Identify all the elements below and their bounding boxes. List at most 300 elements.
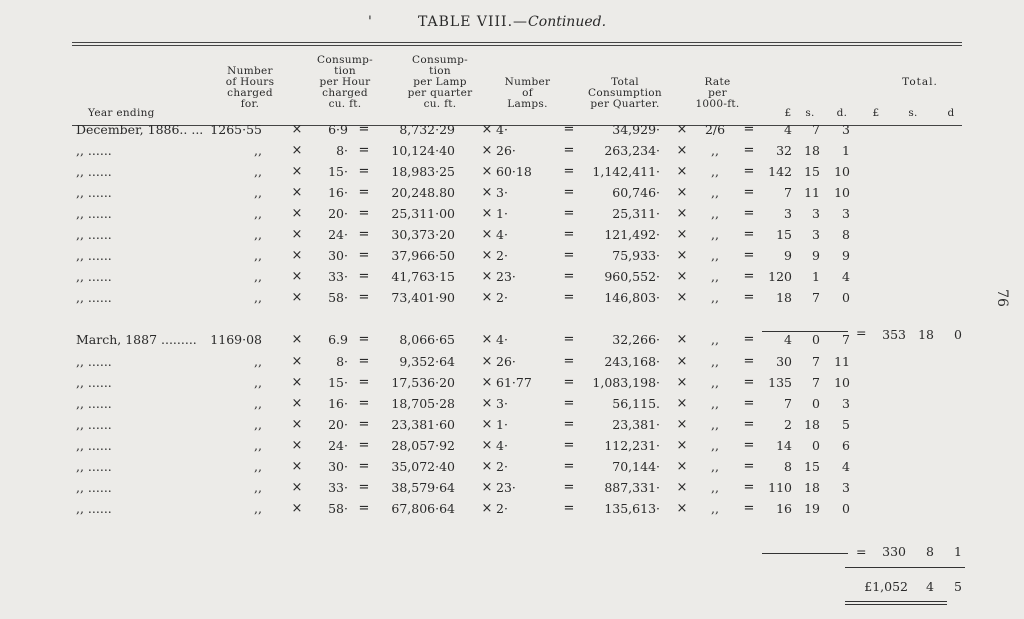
cell-d: 7 xyxy=(842,332,850,347)
times-sign: × xyxy=(481,480,493,495)
cell-s: 0 xyxy=(812,332,820,347)
times-sign: × xyxy=(291,459,303,474)
table-row xyxy=(0,143,1024,163)
equals-sign: = xyxy=(358,122,370,137)
subtotal-2-pounds: 330 xyxy=(882,544,906,559)
cell-d: 5 xyxy=(842,417,850,432)
times-sign: × xyxy=(481,164,493,179)
cell-per_hour: 33· xyxy=(328,480,348,495)
equals-sign: = xyxy=(358,375,370,390)
cell-year: ,, ...... xyxy=(76,185,112,200)
cell-per_hour: 6·9 xyxy=(328,122,348,137)
times-sign: × xyxy=(291,143,303,158)
times-sign: × xyxy=(676,227,688,242)
cell-rate: ,, xyxy=(711,227,719,242)
cell-year: ,, ...... xyxy=(76,269,112,284)
cell-hours: ,, xyxy=(254,417,262,432)
header-rule-top xyxy=(72,42,962,43)
cell-year: ,, ...... xyxy=(76,501,112,516)
times-sign: × xyxy=(481,501,493,516)
cell-per_hour: 30· xyxy=(328,459,348,474)
cell-l: 2 xyxy=(784,417,792,432)
cell-l: 7 xyxy=(784,396,792,411)
equals-sign: = xyxy=(563,206,575,221)
equals-sign: = xyxy=(743,501,755,516)
times-sign: × xyxy=(291,206,303,221)
times-sign: × xyxy=(676,143,688,158)
cell-rate: ,, xyxy=(711,290,719,305)
cell-rate: 2/6 xyxy=(704,122,726,137)
cell-year: ,, ...... xyxy=(76,206,112,221)
times-sign: × xyxy=(676,122,688,137)
cell-rate: ,, xyxy=(711,248,719,263)
header-year: Year ending xyxy=(88,107,155,119)
table-row xyxy=(0,122,1024,142)
equals-sign: = xyxy=(743,248,755,263)
equals-sign: = xyxy=(563,185,575,200)
cell-per_hour: 8· xyxy=(336,354,348,369)
equals-sign: = xyxy=(743,354,755,369)
equals-sign: = xyxy=(563,269,575,284)
equals-sign: = xyxy=(563,248,575,263)
cell-d: 3 xyxy=(842,480,850,495)
cell-d: 8 xyxy=(842,227,850,242)
cell-total: 60,746· xyxy=(612,185,660,200)
times-sign: × xyxy=(291,164,303,179)
equals-sign: = xyxy=(563,164,575,179)
cell-d: 0 xyxy=(842,290,850,305)
cell-s: 19 xyxy=(804,501,820,516)
cell-per_hour: 15· xyxy=(328,164,348,179)
cell-per_lamp: 9,352·64 xyxy=(399,354,455,369)
cell-rate: ,, xyxy=(711,396,719,411)
cell-lamps: 2· xyxy=(496,290,508,305)
header-pounds: £ xyxy=(784,107,792,119)
cell-s: 18 xyxy=(804,417,820,432)
cell-rate: ,, xyxy=(711,375,719,390)
cell-l: 8 xyxy=(784,459,792,474)
table-row xyxy=(0,396,1024,416)
equals-sign: = xyxy=(563,480,575,495)
cell-per_hour: 20· xyxy=(328,206,348,221)
cell-hours: ,, xyxy=(254,269,262,284)
cell-lamps: 3· xyxy=(496,396,508,411)
times-sign: × xyxy=(291,290,303,305)
equals-sign: = xyxy=(743,375,755,390)
cell-s: 0 xyxy=(812,396,820,411)
equals-sign: = xyxy=(743,164,755,179)
times-sign: × xyxy=(481,396,493,411)
grand-total-pence: 5 xyxy=(954,579,962,594)
equals-sign: = xyxy=(358,332,370,347)
equals-sign: = xyxy=(563,438,575,453)
times-sign: × xyxy=(676,269,688,284)
times-sign: × xyxy=(676,375,688,390)
cell-per_hour: 15· xyxy=(328,375,348,390)
cell-hours: ,, xyxy=(254,206,262,221)
cell-per_lamp: 38,579·64 xyxy=(391,480,455,495)
cell-per_hour: 30· xyxy=(328,248,348,263)
equals-sign: = xyxy=(743,206,755,221)
equals-sign: = xyxy=(563,290,575,305)
cell-l: 135 xyxy=(768,375,792,390)
header-total-pounds: £ xyxy=(872,107,880,119)
cell-total: 121,492· xyxy=(604,227,660,242)
header-per-lamp: Consump- tion per Lamp per quarter cu. ft. xyxy=(407,54,473,110)
cell-s: 18 xyxy=(804,143,820,158)
times-sign: × xyxy=(676,354,688,369)
table-row xyxy=(0,164,1024,184)
table-row xyxy=(0,354,1024,374)
times-sign: × xyxy=(481,185,493,200)
times-sign: × xyxy=(676,396,688,411)
cell-lamps: 26· xyxy=(496,143,516,158)
equals-sign: = xyxy=(563,459,575,474)
cell-hours: ,, xyxy=(254,248,262,263)
cell-s: 3 xyxy=(812,206,820,221)
cell-d: 4 xyxy=(842,459,850,474)
cell-s: 7 xyxy=(812,122,820,137)
cell-rate: ,, xyxy=(711,269,719,284)
times-sign: × xyxy=(481,375,493,390)
table-row xyxy=(0,185,1024,205)
cell-per_lamp: 25,311·00 xyxy=(391,206,455,221)
cell-year: ,, ...... xyxy=(76,438,112,453)
subtotal-rule-1 xyxy=(762,331,848,332)
equals-sign: = xyxy=(358,248,370,263)
cell-hours: 1169·08 xyxy=(210,332,262,347)
equals-sign: = xyxy=(743,396,755,411)
header-pence: d. xyxy=(836,107,848,119)
times-sign: × xyxy=(481,248,493,263)
header-total: Total. xyxy=(902,76,938,88)
equals-sign: = xyxy=(563,354,575,369)
cell-per_lamp: 17,536·20 xyxy=(391,375,455,390)
cell-d: 6 xyxy=(842,438,850,453)
equals-sign: = xyxy=(563,417,575,432)
cell-lamps: 23· xyxy=(496,269,516,284)
cell-hours: ,, xyxy=(254,290,262,305)
times-sign: × xyxy=(481,438,493,453)
cell-per_hour: 6.9 xyxy=(328,332,348,347)
cell-per_lamp: 8,066·65 xyxy=(399,332,455,347)
cell-year: ,, ...... xyxy=(76,248,112,263)
cell-per_lamp: 23,381·60 xyxy=(391,417,455,432)
cell-per_lamp: 37,966·50 xyxy=(391,248,455,263)
times-sign: × xyxy=(676,480,688,495)
cell-hours: ,, xyxy=(254,459,262,474)
cell-rate: ,, xyxy=(711,354,719,369)
equals-sign: = xyxy=(743,459,755,474)
equals-sign: = xyxy=(563,332,575,347)
cell-per_lamp: 18,983·25 xyxy=(391,164,455,179)
header-lamps: Number of Lamps. xyxy=(504,76,551,110)
cell-l: 4 xyxy=(784,122,792,137)
cell-d: 11 xyxy=(834,354,850,369)
cell-total: 1,142,411· xyxy=(592,164,660,179)
cell-hours: ,, xyxy=(254,375,262,390)
times-sign: × xyxy=(676,459,688,474)
equals-sign: = xyxy=(743,227,755,242)
times-sign: × xyxy=(481,332,493,347)
cell-year: ,, ...... xyxy=(76,290,112,305)
cell-hours: ,, xyxy=(254,396,262,411)
cell-l: 120 xyxy=(768,269,792,284)
cell-lamps: 1· xyxy=(496,206,508,221)
cell-per_hour: 33· xyxy=(328,269,348,284)
cell-rate: ,, xyxy=(711,501,719,516)
cell-per_lamp: 10,124·40 xyxy=(391,143,455,158)
cell-total: 243,168· xyxy=(604,354,660,369)
times-sign: × xyxy=(676,248,688,263)
cell-hours: ,, xyxy=(254,143,262,158)
cell-rate: ,, xyxy=(711,480,719,495)
equals-sign: = xyxy=(358,354,370,369)
cell-year: ,, ...... xyxy=(76,164,112,179)
equals-sign: = xyxy=(563,122,575,137)
title-mark: ' xyxy=(368,14,373,30)
cell-total: 146,803· xyxy=(604,290,660,305)
cell-l: 14 xyxy=(776,438,792,453)
equals-sign: = xyxy=(743,185,755,200)
subtotal-1-pounds: 353 xyxy=(882,327,906,342)
cell-year: ,, ...... xyxy=(76,227,112,242)
equals-sign: = xyxy=(743,417,755,432)
cell-s: 15 xyxy=(804,459,820,474)
subtotal-2-pence: 1 xyxy=(954,544,962,559)
times-sign: × xyxy=(291,332,303,347)
cell-s: 7 xyxy=(812,290,820,305)
cell-per_lamp: 67,806·64 xyxy=(391,501,455,516)
cell-rate: ,, xyxy=(711,185,719,200)
times-sign: × xyxy=(291,438,303,453)
cell-d: 1 xyxy=(842,143,850,158)
times-sign: × xyxy=(291,227,303,242)
header-total-pence: d xyxy=(947,107,955,119)
table-row xyxy=(0,438,1024,458)
cell-lamps: 60·18 xyxy=(496,164,532,179)
times-sign: × xyxy=(481,417,493,432)
cell-per_lamp: 73,401·90 xyxy=(391,290,455,305)
cell-year: March, 1887 ......... xyxy=(76,332,197,347)
cell-year: December, 1886.. ... xyxy=(76,122,204,137)
equals-sign: = xyxy=(358,290,370,305)
times-sign: × xyxy=(291,480,303,495)
cell-lamps: 2· xyxy=(496,501,508,516)
equals-sign: = xyxy=(358,480,370,495)
cell-year: ,, ...... xyxy=(76,354,112,369)
cell-lamps: 1· xyxy=(496,417,508,432)
cell-year: ,, ...... xyxy=(76,396,112,411)
subtotal-2-shillings: 8 xyxy=(926,544,934,559)
times-sign: × xyxy=(676,206,688,221)
equals-sign: = xyxy=(358,501,370,516)
cell-s: 3 xyxy=(812,227,820,242)
cell-hours: ,, xyxy=(254,227,262,242)
equals-sign: = xyxy=(358,227,370,242)
times-sign: × xyxy=(676,417,688,432)
equals-sign: = xyxy=(563,227,575,242)
cell-l: 16 xyxy=(776,501,792,516)
cell-year: ,, ...... xyxy=(76,143,112,158)
times-sign: × xyxy=(481,354,493,369)
cell-rate: ,, xyxy=(711,143,719,158)
subtotal-rule-2 xyxy=(762,553,848,554)
cell-d: 4 xyxy=(842,269,850,284)
cell-lamps: 61·77 xyxy=(496,375,532,390)
header-total-consumption: Total Consumption per Quarter. xyxy=(588,76,662,110)
subtotal-1-pence: 0 xyxy=(954,327,962,342)
cell-s: 7 xyxy=(812,375,820,390)
table-row xyxy=(0,269,1024,289)
cell-rate: ,, xyxy=(711,164,719,179)
cell-rate: ,, xyxy=(711,438,719,453)
cell-per_hour: 8· xyxy=(336,143,348,158)
cell-year: ,, ...... xyxy=(76,375,112,390)
equals-sign: = xyxy=(358,396,370,411)
cell-rate: ,, xyxy=(711,206,719,221)
equals-sign: = xyxy=(563,501,575,516)
equals-sign: = xyxy=(358,269,370,284)
cell-s: 11 xyxy=(804,185,820,200)
subtotal-1-shillings: 18 xyxy=(918,327,934,342)
header-total-shillings: s. xyxy=(908,107,918,119)
cell-rate: ,, xyxy=(711,459,719,474)
times-sign: × xyxy=(291,501,303,516)
grand-total-underline-2 xyxy=(845,604,947,605)
cell-total: 1,083,198· xyxy=(592,375,660,390)
equals-sign: = xyxy=(358,459,370,474)
table-row xyxy=(0,206,1024,226)
cell-hours: 1265·55 xyxy=(210,122,262,137)
header-rate: Rate per 1000-ft. xyxy=(695,76,740,110)
times-sign: × xyxy=(481,143,493,158)
cell-lamps: 26· xyxy=(496,354,516,369)
cell-per_hour: 58· xyxy=(328,290,348,305)
cell-hours: ,, xyxy=(254,354,262,369)
cell-year: ,, ...... xyxy=(76,459,112,474)
cell-d: 3 xyxy=(842,206,850,221)
cell-d: 3 xyxy=(842,122,850,137)
equals-sign: = xyxy=(743,269,755,284)
times-sign: × xyxy=(481,290,493,305)
cell-total: 112,231· xyxy=(604,438,660,453)
cell-hours: ,, xyxy=(254,185,262,200)
cell-d: 9 xyxy=(842,248,850,263)
times-sign: × xyxy=(481,269,493,284)
cell-lamps: 4· xyxy=(496,332,508,347)
cell-lamps: 2· xyxy=(496,248,508,263)
header-hours: Number of Hours charged for. xyxy=(225,65,275,110)
cell-total: 263,234· xyxy=(604,143,660,158)
cell-l: 9 xyxy=(784,248,792,263)
cell-l: 142 xyxy=(768,164,792,179)
cell-total: 25,311· xyxy=(612,206,660,221)
times-sign: × xyxy=(676,332,688,347)
cell-d: 10 xyxy=(834,375,850,390)
times-sign: × xyxy=(291,354,303,369)
cell-hours: ,, xyxy=(254,438,262,453)
times-sign: × xyxy=(676,185,688,200)
table-row xyxy=(0,290,1024,310)
cell-per_hour: 16· xyxy=(328,396,348,411)
cell-per_hour: 24· xyxy=(328,227,348,242)
cell-s: 15 xyxy=(804,164,820,179)
grand-total-pounds: £1,052 xyxy=(864,579,908,594)
table-row xyxy=(0,332,1024,352)
cell-lamps: 4· xyxy=(496,122,508,137)
equals-sign: = xyxy=(358,185,370,200)
times-sign: × xyxy=(481,206,493,221)
cell-rate: ,, xyxy=(711,417,719,432)
cell-hours: ,, xyxy=(254,164,262,179)
cell-total: 75,933· xyxy=(612,248,660,263)
cell-l: 7 xyxy=(784,185,792,200)
equals-sign: = xyxy=(563,375,575,390)
table-row xyxy=(0,459,1024,479)
cell-rate: ,, xyxy=(711,332,719,347)
grand-total-shillings: 4 xyxy=(926,579,934,594)
equals-sign: = xyxy=(358,438,370,453)
cell-lamps: 4· xyxy=(496,438,508,453)
cell-s: 18 xyxy=(804,480,820,495)
cell-lamps: 2· xyxy=(496,459,508,474)
cell-per_lamp: 35,072·40 xyxy=(391,459,455,474)
cell-per_lamp: 8,732·29 xyxy=(399,122,455,137)
cell-lamps: 3· xyxy=(496,185,508,200)
times-sign: × xyxy=(291,375,303,390)
cell-l: 32 xyxy=(776,143,792,158)
times-sign: × xyxy=(481,227,493,242)
cell-total: 70,144· xyxy=(612,459,660,474)
cell-total: 135,613· xyxy=(604,501,660,516)
cell-total: 960,552· xyxy=(604,269,660,284)
times-sign: × xyxy=(291,248,303,263)
cell-s: 7 xyxy=(812,354,820,369)
cell-per_hour: 16· xyxy=(328,185,348,200)
times-sign: × xyxy=(676,438,688,453)
header-shillings: s. xyxy=(805,107,815,119)
equals-sign: = xyxy=(358,206,370,221)
cell-year: ,, ...... xyxy=(76,480,112,495)
cell-d: 3 xyxy=(842,396,850,411)
grand-total-rule xyxy=(845,567,965,568)
cell-l: 3 xyxy=(784,206,792,221)
cell-hours: ,, xyxy=(254,480,262,495)
page-number: 76 xyxy=(993,289,1010,307)
cell-d: 10 xyxy=(834,185,850,200)
cell-l: 15 xyxy=(776,227,792,242)
table-row xyxy=(0,480,1024,500)
header-per-hour: Consump- tion per Hour charged cu. ft. xyxy=(317,54,373,110)
cell-per_hour: 58· xyxy=(328,501,348,516)
times-sign: × xyxy=(676,164,688,179)
cell-d: 0 xyxy=(842,501,850,516)
table-row xyxy=(0,501,1024,521)
cell-hours: ,, xyxy=(254,501,262,516)
times-sign: × xyxy=(291,417,303,432)
cell-lamps: 23· xyxy=(496,480,516,495)
equals-sign: = xyxy=(563,143,575,158)
times-sign: × xyxy=(291,122,303,137)
cell-total: 34,929· xyxy=(612,122,660,137)
cell-total: 32,266· xyxy=(612,332,660,347)
cell-total: 887,331· xyxy=(604,480,660,495)
cell-d: 10 xyxy=(834,164,850,179)
cell-total: 23,381· xyxy=(612,417,660,432)
equals-sign: = xyxy=(743,290,755,305)
cell-s: 0 xyxy=(812,438,820,453)
